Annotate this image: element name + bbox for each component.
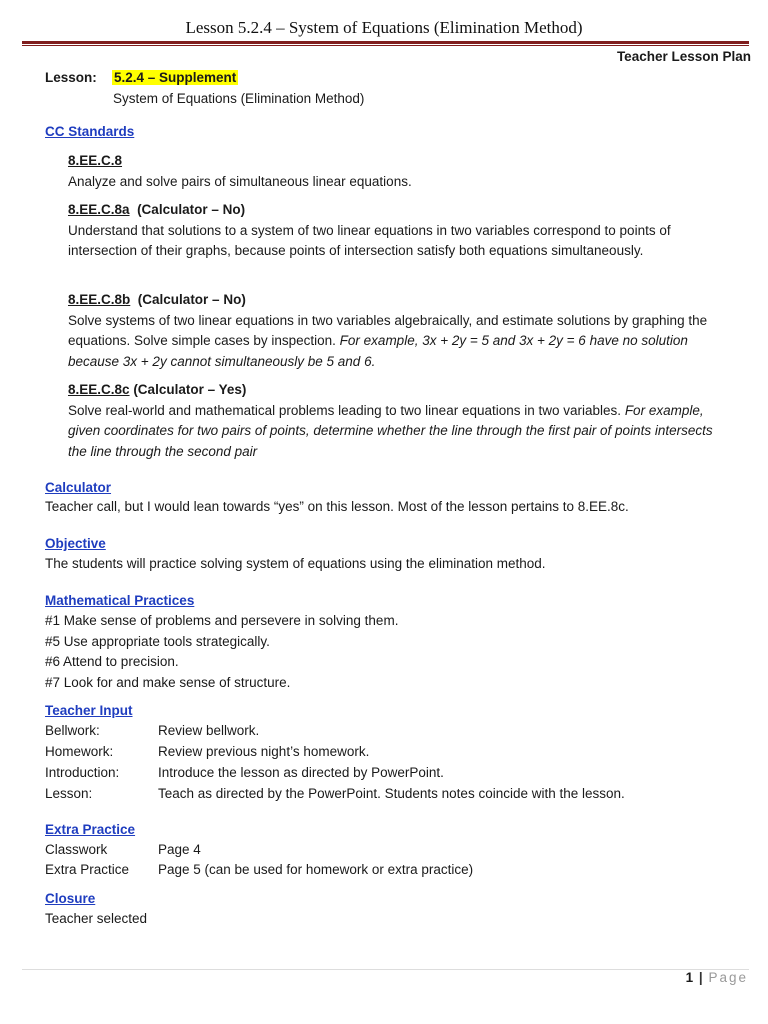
standard-calculator-note: (Calculator – Yes) — [133, 382, 247, 397]
header-rule-thin — [22, 45, 749, 46]
calculator-text: Teacher call, but I would lean towards “yes” on this lesson. Most of the lesson pertains to 8.EE.8c. — [45, 499, 629, 514]
extra-practice-row-value: Page 4 — [158, 842, 201, 857]
practices-heading[interactable]: Mathematical Practices — [45, 593, 195, 608]
list-item: #7 Look for and make sense of structure. — [45, 674, 291, 690]
list-item: #6 Attend to precision. — [45, 654, 179, 669]
footer-rule — [22, 969, 749, 970]
lesson-subtitle: System of Equations (Elimination Method) — [113, 91, 365, 106]
closure-heading[interactable]: Closure — [45, 891, 96, 906]
standard-text: Solve systems of two linear equations in two variables algebraically, and estimate solutions by graphing the equations. Solve simple cases by inspection. — [68, 312, 708, 348]
extra-practice-row-value: Page 5 (can be used for homework or extra practice) — [158, 862, 474, 877]
lesson-label: Lesson: — [45, 70, 97, 85]
objective-heading[interactable]: Objective — [45, 536, 106, 551]
extra-practice-row-label: Classwork — [45, 842, 108, 857]
teacher-input-row-value: Review bellwork. — [158, 723, 260, 738]
practices-list — [45, 611, 745, 693]
standard-calculator-note: (Calculator – No) — [137, 292, 246, 307]
closure-text: Teacher selected — [45, 911, 148, 926]
teacher-input-row-label: Introduction: — [45, 765, 120, 780]
standard-8ee-c8 — [68, 151, 718, 192]
standard-code: 8.EE.C.8 — [68, 153, 123, 168]
teacher-input-row-label: Homework: — [45, 744, 114, 759]
lesson-code — [112, 68, 238, 89]
cc-standards-heading[interactable]: CC Standards — [45, 124, 135, 139]
standard-example: For example, 3x + 2y = 5 and 3x + 2y = 6 have no solution because 3x + 2y cannot simultaneously be 5 and 6. — [68, 333, 688, 369]
list-item: #1 Make sense of problems and persevere in solving them. — [45, 613, 399, 628]
standard-text: Solve real-world and mathematical problems leading to two linear equations in two variables. — [68, 402, 622, 418]
objective-text: The students will practice solving system of equations using the elimination method. — [45, 556, 546, 571]
standard-8ee-c8c — [68, 380, 718, 462]
standard-code: 8.EE.C.8a — [68, 202, 130, 217]
standard-code: 8.EE.C.8c — [68, 382, 130, 397]
calculator-heading[interactable]: Calculator — [45, 480, 112, 495]
plan-label: Teacher Lesson Plan — [616, 49, 751, 64]
teacher-input-row-value: Review previous night’s homework. — [158, 744, 370, 759]
document-title: Lesson 5.2.4 – System of Equations (Elimination Method) — [185, 18, 583, 37]
standard-calculator-note: (Calculator – No) — [137, 202, 246, 217]
standard-text: Analyze and solve pairs of simultaneous linear equations. — [68, 173, 412, 189]
standard-8ee-c8b — [68, 290, 718, 372]
lesson-code-highlight: 5.2.4 – Supplement — [114, 70, 237, 85]
standard-code: 8.EE.C.8b — [68, 292, 131, 307]
header-rule — [22, 41, 749, 44]
page-separator: | — [698, 970, 703, 985]
standard-text: Understand that solutions to a system of two linear equations in two variables correspond to points of intersection of their graphs, because points of intersection satisfy both equations simultaneously. — [68, 222, 671, 258]
extra-practice-heading[interactable]: Extra Practice — [45, 822, 136, 837]
teacher-input-heading[interactable]: Teacher Input — [45, 703, 133, 718]
page-footer — [686, 970, 748, 985]
teacher-input-row-value: Teach as directed by the PowerPoint. Students notes coincide with the lesson. — [158, 786, 625, 801]
teacher-input-row-value: Introduce the lesson as directed by PowerPoint. — [158, 765, 444, 780]
teacher-input-row-label: Lesson: — [45, 786, 93, 801]
extra-practice-row-label: Extra Practice — [45, 862, 130, 877]
page-word: Page — [708, 970, 748, 985]
teacher-input-row-label: Bellwork: — [45, 723, 100, 738]
standard-example: For example, given coordinates for two pairs of points, determine whether the line through the first pair of points intersects the line through the second pair — [68, 402, 713, 459]
list-item: #5 Use appropriate tools strategically. — [45, 633, 270, 649]
page-number: 1 — [685, 970, 694, 985]
standard-8ee-c8a — [68, 200, 718, 262]
